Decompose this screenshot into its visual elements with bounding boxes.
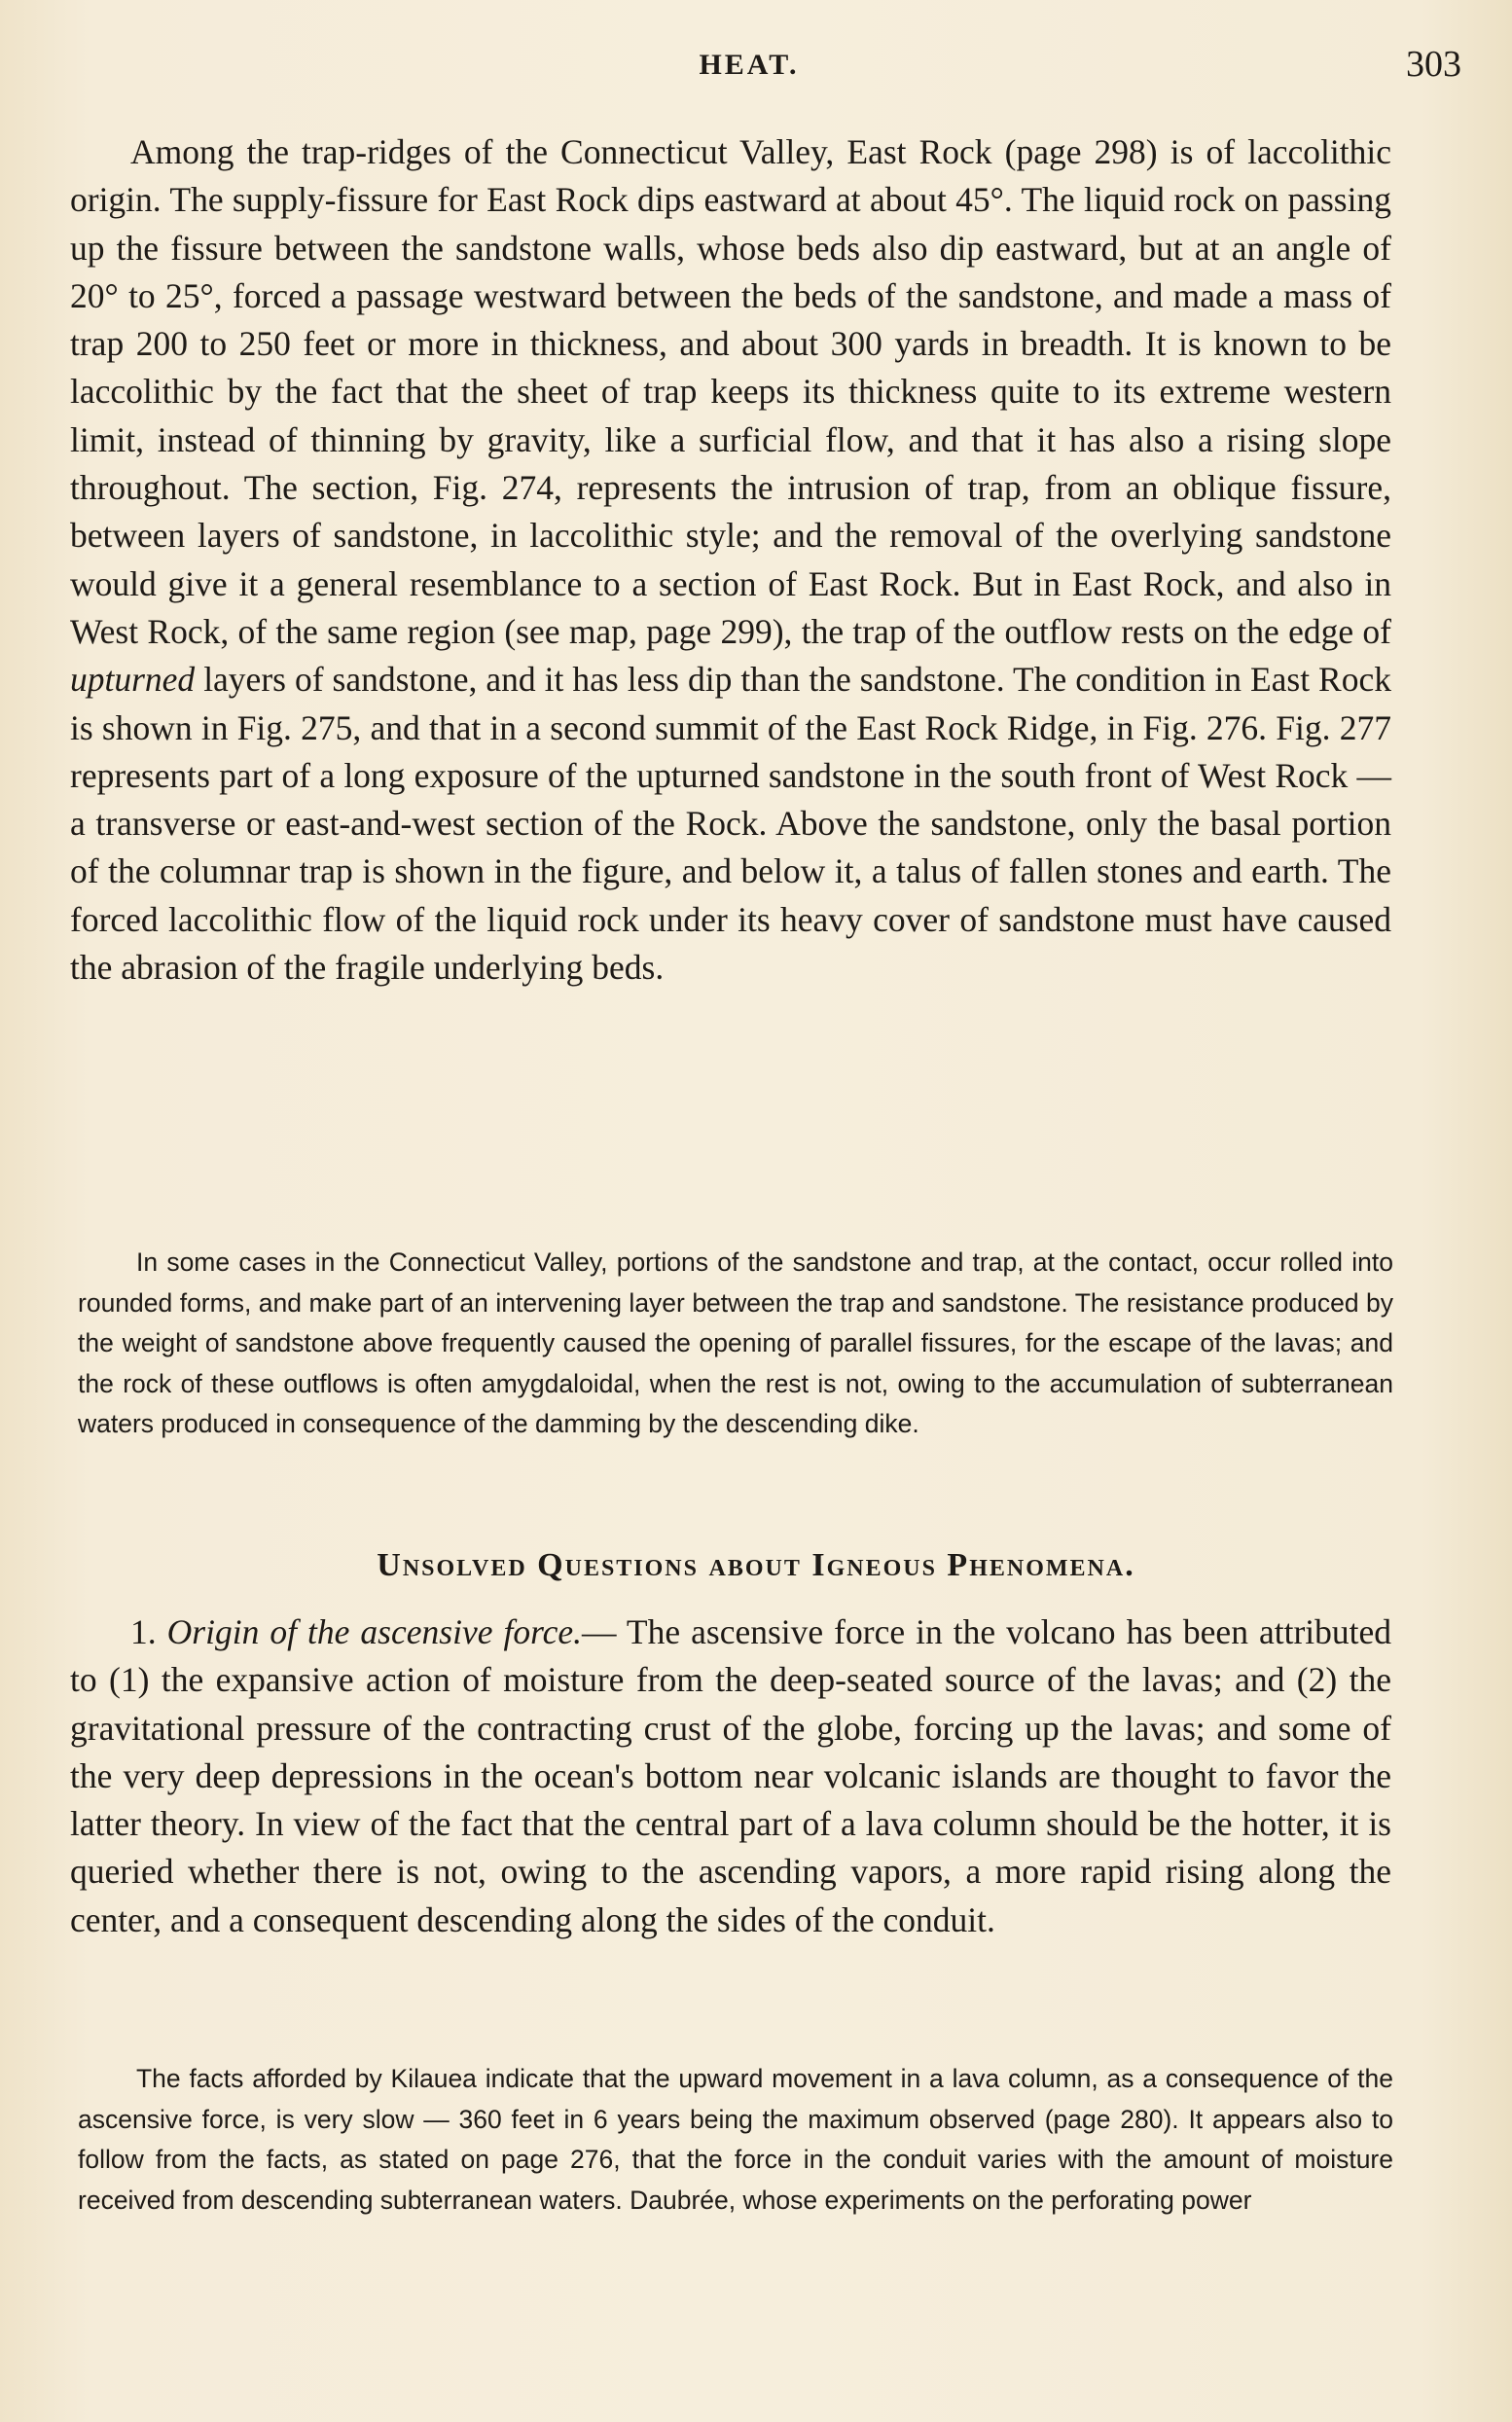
- paragraph-ascensive-force: [70, 1609, 1391, 1944]
- italic-subheading: Origin of the ascensive force.: [166, 1612, 582, 1651]
- small-print-note: The facts afforded by Kilauea indicate that the upward movement in a lava column, as a consequence of the ascensive force, is very slow — 360 feet in 6 years being the maximum observed (page 280). It appears also to follow from the facts, as stated on page 276, that the force in the conduit varies with the amount of moisture received from descending subterranean waters. Daubrée, whose experiments on the perforating power: [78, 2064, 1393, 2215]
- section-heading: Unsolved Questions about Igneous Phenomena.: [377, 1547, 1135, 1583]
- paragraph-text-part: Among the trap-ridges of the Connecticut Valley, East Rock (page 298) is of laccolithic origin. The supply-fissure for East Rock dips eastward at about 45°. The liquid rock on passing up the fissure between the sandstone walls, whose beds also dip eastward, but at an angle of 20° to 25°, forced a passage westward between the beds of the sandstone, and made a mass of trap 200 to 250 feet or more in thickness, and about 300 yards in breadth. It is known to be laccolithic by the fact that the sheet of trap keeps its thickness quite to its extreme western limit, instead of thinning by gravity, like a surficial flow, and that it has also a rising slope throughout. The section, Fig. 274, represents the intrusion of trap, from an oblique fissure, between layers of sandstone, in laccolithic style; and the removal of the overlying sandstone would give it a general resemblance to a section of East Rock. But in East Rock, and also in West Rock, of the same region (see map, page 299), the trap of the outflow rests on the edge of: [70, 132, 1391, 651]
- paragraph-east-rock: [70, 128, 1391, 992]
- paragraph-text-part: layers of sandstone, and it has less dip than the sandstone. The condition in East Rock is shown in Fig. 275, and that in a second summit of the East Rock Ridge, in Fig. 276. Fig. 277 represents part of a long exposure of the upturned sandstone in the south front of West Rock — a transverse or east-and-west section of the Rock. Above the sandstone, only the basal portion of the columnar trap is shown in the figure, and below it, a talus of fallen stones and earth. The forced laccolithic flow of the liquid rock under its heavy cover of sandstone must have caused the abrasion of the fragile underlying beds.: [70, 660, 1391, 988]
- page-number: 303: [1406, 44, 1461, 85]
- running-head-title: HEAT.: [699, 49, 800, 81]
- item-number: 1.: [130, 1612, 157, 1651]
- paragraph-text-part: — The ascensive force in the volcano has been attributed to (1) the expansive action of moisture from the deep-seated source of the lavas; and (2) the gravitational pressure of the contracting crust of the globe, forcing up the lavas; and some of the very deep depressions in the ocean's bottom near volcanic islands are thought to favor the latter theory. In view of the fact that the central part of a lava column should be the hotter, it is queried whether there is not, owing to the ascending vapors, a more rapid rising along the center, and a consequent descending along the sides of the conduit.: [70, 1612, 1392, 1939]
- small-print-note: In some cases in the Connecticut Valley, portions of the sandstone and trap, at the contact, occur rolled into rounded forms, and make part of an intervening layer between the trap and sandstone. The resistance produced by the weight of sandstone above frequently caused the opening of parallel fissures, for the escape of the lavas; and the rock of these outflows is often amygdaloidal, when the rest is not, owing to the accumulation of subterranean waters produced in consequence of the damming by the descending dike.: [78, 1247, 1393, 1438]
- italic-term: upturned: [70, 660, 196, 700]
- running-head: [68, 43, 1461, 91]
